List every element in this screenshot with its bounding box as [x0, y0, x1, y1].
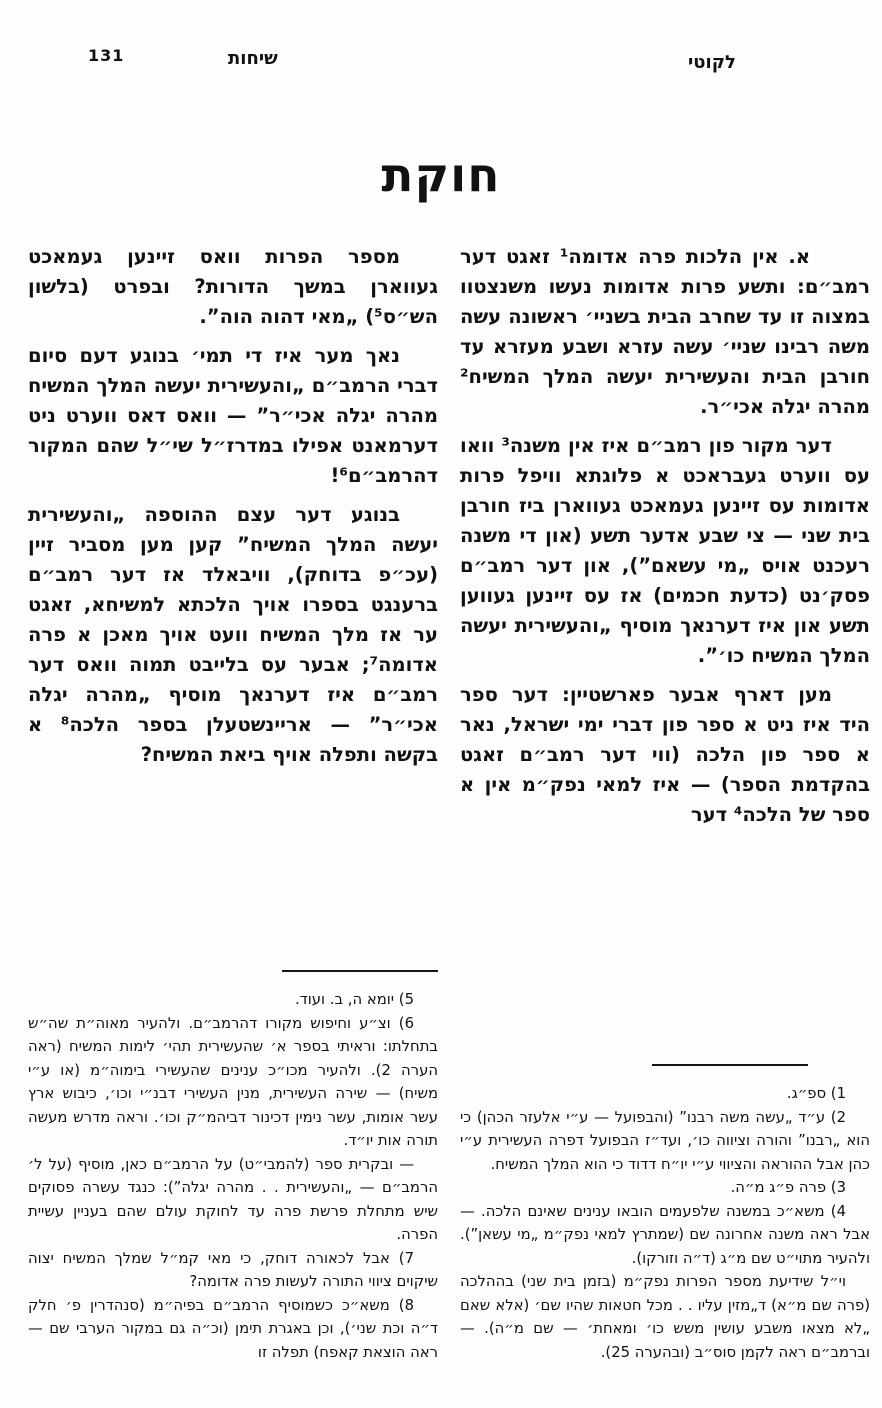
- body-paragraph: א. אין הלכות פרה אדומה¹ זאגט דער רמב״ם: ותשע פרות אדומות נעשו משנצטוו במצוה זו עד שחרב הבית בשניי׳ ראשונה עשה משה רבינו שניי׳ עשה עזרא ושבע מעזרא עד חורבן הבית והעשירית יעשה המלך המשיח² מהרה יגלה אכי״ר.: [460, 245, 870, 418]
- body-paragraph: דער מקור פון רמב״ם איז אין משנה³ וואו עס ווערט געבראכט א פלוגתא וויפל פרות אדומות עס זיינען געמאכט געווארן ביז חורבן בית שני — צי שבע אדער תשע (און די משנה רעכנט אויס „מי עשאם”), און דער רמב״ם פסק׳נט (כדעת חכמים) אז עס זיינען געווען תשע און איז דערנאך מוסיף „והעשירית יעשה המלך המשיח כו׳”.: [460, 434, 870, 667]
- footnote: 1) ספ״ג.: [786, 1085, 846, 1102]
- footnote: 5) יומא ה, ב. ועוד.: [294, 991, 414, 1008]
- footnote: 8) משא״כ כשמוסיף הרמב״ם בפיה״מ (סנהדרין פ׳ חלק ד״ה וכת שני׳), וכן באגרת תימן (וכ״ה גם במקור הערבי שם — ראה הוצאת קאפח) תפלה זו: [28, 1296, 438, 1361]
- footnote-separator: [652, 1064, 808, 1066]
- column-left: [28, 242, 438, 1364]
- footnote: 3) פרה פ״ג מ״ה.: [730, 1179, 846, 1196]
- running-title-likkutei: לקוטי: [688, 52, 736, 73]
- text-columns: [28, 242, 870, 1364]
- section-title: חוקת: [381, 148, 501, 203]
- footnote: 4) משא״כ במשנה שלפעמים הובאו ענינים שאינם הלכה. — אבל ראה משנה אחרונה שם (שמתרץ למאי נפק״מ „מי עשאן”). ולהעיר מתוי״ט שם מ״ג (ד״ה וזורקו).: [460, 1202, 870, 1267]
- body-paragraph: בנוגע דער עצם ההוספה „והעשירית יעשה המלך המשיח” קען מען מסביר זיין (עכ״פ בדוחק), וויבאלד אז דער רמב״ם ברענגט בספרו אויך הלכתא למשיחא, זאגט ער אז מלך המשיח וועט אויך מאכן א פרה אדומה⁷; אבער עס בלייבט תמוה וואס דער רמב״ם איז דערנאך מוסיף „מהרה יגלה אכי״ר” — אריינשטעלן בספר הלכה⁸ א בקשה ותפלה אויף ביאת המשיח?: [28, 503, 438, 766]
- footnotes-right-block: [460, 1064, 870, 1364]
- column-right: [460, 242, 870, 1364]
- footnote: 6) וצ״ע וחיפוש מקורו דהרמב״ם. ולהעיר מאוה״ת שה״ש בתחלתו: וראיתי בספר א׳ שהעשירית תהי׳ לימות המשיח (ראה הערה 2). ולהעיר מכו״כ ענינים שהעשירי בימוה״מ (או ע״י משיח) — שירה העשירית, מנין העשירי דבנ״י וכו׳, כיבוש ארץ עשר אומות, עשר נימין דכינור דביהמ״ק וכו׳. וראה מדרש מעשה תורה אות יו״ד.: [28, 1014, 439, 1149]
- footnote: 2) ע״ד „עשה משה רבנו” (והבפועל — ע״י אלעזר הכהן) כי הוא „רבנו” והורה וציווה כו׳, ועד״ז הבפועל דפרה העשירית ע״י כהן אבל ההוראה והציווי ע״י יו״ח דדוד כי הוא המלך המשיח.: [460, 1108, 870, 1173]
- footnote: 7) אבל לכאורה דוחק, כי מאי קמ״ל שמלך המשיח יצוה שיקוים ציווי התורה לעשות פרה אדומה?: [28, 1249, 438, 1290]
- footnotes-left-block: [28, 970, 438, 1364]
- footnote-continuation: וי״ל שידיעת מספר הפרות נפק״מ (בזמן בית שני) בההלכה (פרה שם מ״א) ד„מזין עליו . . מכל חטאות שהיו שם׳ (אלא שאם „לא מצאו משבע עושין משש כו׳ ומאחת׳ — שם מ״ה). — וברמב״ם ראה לקמן סוס״ב (ובהערה 25).: [460, 1273, 870, 1361]
- body-paragraph: מספר הפרות וואס זיינען געמאכט געווארן במשך הדורות? ובפרט (בלשון הש״ס⁵) „מאי דהוה הוה”.: [28, 245, 438, 328]
- running-title-sichos: שיחות: [228, 48, 278, 69]
- page-number: 131: [88, 46, 125, 65]
- footnote-continuation: — ובקרית ספר (להמבי״ט) על הרמב״ם כאן, מוסיף (על ל׳ הרמב״ם — „והעשירית . . מהרה יגלה”): כנגד עשרה פסוקים שיש מתחלת פרשת פרה עד לחוקת עולם שהם בעניין עשיית הפרה.: [28, 1155, 438, 1243]
- footnote-separator: [282, 970, 438, 972]
- body-paragraph: מען דארף אבער פארשטיין: דער ספר היד איז ניט א ספר פון דברי ימי ישראל, נאר א ספר פון הלכה (ווי דער רמב״ם זאגט בהקדמת הספר) — איז למאי נפק״מ אין א ספר של הלכה⁴ דער: [460, 683, 870, 826]
- body-paragraph: נאך מער איז די תמי׳ בנוגע דעם סיום דברי הרמב״ם „והעשירית יעשה המלך המשיח מהרה יגלה אכי״ר” — וואס דאס ווערט ניט דערמאנט אפילו במדרז״ל שי״ל שהם המקור דהרמב״ם⁶!: [28, 344, 438, 487]
